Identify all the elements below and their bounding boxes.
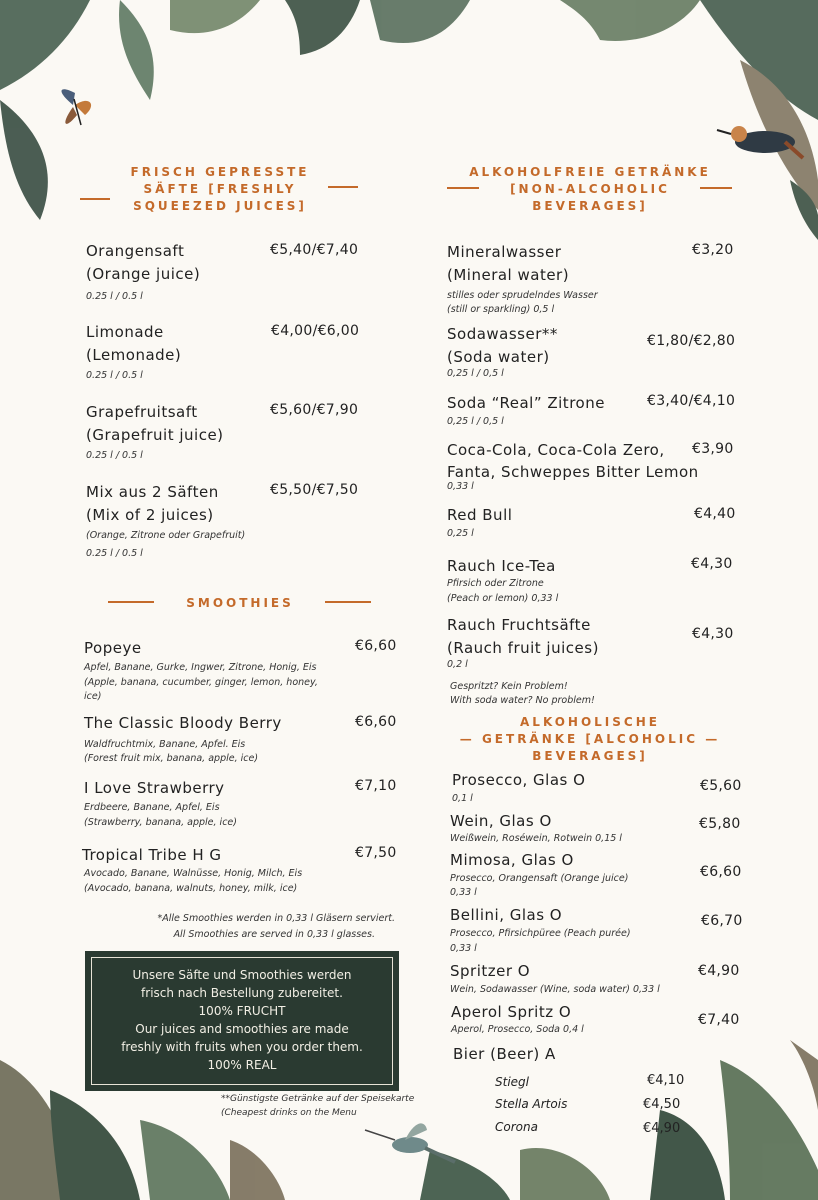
- softdrinks-note: With soda water? No problem!: [450, 695, 595, 706]
- footnote: **Günstigste Getränke auf der Speisekarte: [221, 1094, 415, 1104]
- drink-price: €7,40: [698, 1012, 740, 1028]
- juice-price: €5,50/€7,50: [270, 482, 359, 498]
- beer-price: €4,10: [647, 1073, 685, 1088]
- juice-name: Limonade: [86, 323, 164, 341]
- juice-name: Orangensaft: [86, 242, 185, 260]
- box-line: 100% REAL: [207, 1058, 277, 1072]
- drink-name: Wein, Glas O: [450, 812, 552, 830]
- heading-rule-left: [80, 198, 110, 200]
- drink-name: Prosecco, Glas O: [452, 771, 586, 789]
- beer-price: €4,90: [643, 1121, 681, 1136]
- heading-rule-right: [328, 186, 358, 188]
- box-line: Our juices and smoothies are made: [135, 1022, 349, 1036]
- drink-name: Rauch Fruchtsäfte: [447, 616, 591, 634]
- smoothies-heading: SMOOTHIES: [186, 596, 294, 610]
- smoothies-note: All Smoothies are served in 0,33 l glasses.: [173, 929, 375, 940]
- smoothie-desc: Waldfruchtmix, Banane, Apfel. Eis: [84, 739, 246, 750]
- drink-name: Bellini, Glas O: [450, 906, 563, 924]
- drink-price: €6,70: [701, 913, 743, 929]
- drink-price: €5,80: [699, 816, 741, 832]
- drink-desc: 0,25 l / 0,5 l: [447, 368, 504, 379]
- juice-desc: 0.25 l / 0.5 l: [86, 548, 143, 559]
- drink-name: Sodawasser**: [447, 325, 558, 343]
- smoothie-price: €6,60: [355, 638, 397, 654]
- drink-price: €4,30: [691, 556, 733, 572]
- smoothie-desc: Avocado, Banane, Walnüsse, Honig, Milch, Eis: [84, 868, 303, 879]
- juice-desc: 0.25 l / 0.5 l: [86, 291, 143, 302]
- drink-name-en: (Soda water): [447, 348, 550, 366]
- drink-price: €1,80/€2,80: [647, 333, 736, 349]
- drink-desc: 0,33 l: [450, 887, 477, 898]
- drink-name: Mimosa, Glas O: [450, 851, 574, 869]
- heading-rule-left: [108, 601, 154, 603]
- drink-desc: Wein, Sodawasser (Wine, soda water) 0,33 l: [450, 984, 660, 995]
- drink-desc: Weißwein, Roséwein, Rotwein 0,15 l: [450, 833, 622, 844]
- box-line: Unsere Säfte und Smoothies werden: [132, 968, 352, 982]
- drink-price: €6,60: [700, 864, 742, 880]
- butterfly-icon: [61, 89, 91, 125]
- smoothies-note: *Alle Smoothies werden in 0,33 l Gläsern serviert.: [157, 913, 395, 924]
- beer-price: €4,50: [643, 1097, 681, 1112]
- drink-desc: 0,25 l / 0,5 l: [447, 416, 504, 427]
- box-line: freshly with fruits when you order them.: [121, 1040, 363, 1054]
- drink-price: €4,30: [692, 626, 734, 642]
- drink-name-en: Fanta, Schweppes Bitter Lemon: [447, 463, 699, 481]
- smoothie-name: I Love Strawberry: [84, 779, 225, 797]
- beer-name: Stella Artois: [495, 1097, 568, 1111]
- drink-desc: (Peach or lemon) 0,33 l: [447, 593, 559, 604]
- drink-desc: Prosecco, Orangensaft (Orange juice): [450, 873, 629, 884]
- drink-name: Coca-Cola, Coca-Cola Zero,: [447, 441, 665, 459]
- smoothie-price: €7,10: [355, 778, 397, 794]
- smoothie-desc: Erdbeere, Banane, Apfel, Eis: [84, 802, 220, 813]
- box-line: 100% FRUCHT: [198, 1004, 286, 1018]
- hummingbird-icon: [365, 1123, 455, 1162]
- smoothie-desc: ice): [84, 691, 102, 702]
- smoothie-desc: (Forest fruit mix, banana, apple, ice): [84, 753, 259, 764]
- drink-price: €3,90: [692, 441, 734, 457]
- softdrinks-note: Gespritzt? Kein Problem!: [450, 681, 568, 692]
- drink-name: Spritzer O: [450, 962, 531, 980]
- drink-desc: 0,1 l: [452, 793, 473, 804]
- smoothie-desc: Apfel, Banane, Gurke, Ingwer, Zitrone, Honig, Eis: [84, 662, 317, 673]
- juice-name: Grapefruitsaft: [86, 403, 198, 421]
- drink-name-en: (Mineral water): [447, 266, 570, 284]
- alcoholic-heading-line: — GETRÄNKE [ALCOHOLIC —: [459, 732, 721, 746]
- drink-desc: 0,25 l: [447, 528, 474, 539]
- juice-name-en: (Orange juice): [86, 265, 201, 283]
- juice-desc: 0.25 l / 0.5 l: [86, 450, 143, 461]
- drink-desc: stilles oder sprudelndes Wasser: [447, 290, 598, 301]
- heading-rule-right: [700, 187, 732, 189]
- smoothie-price: €6,60: [355, 714, 397, 730]
- drink-name: Soda “Real” Zitrone: [447, 394, 605, 412]
- juice-desc: (Orange, Zitrone oder Grapefruit): [86, 530, 246, 541]
- softdrinks-heading: ALKOHOLFREIE GETRÄNKE [NON-ALCOHOLIC BEVERAGES]: [469, 165, 711, 213]
- juice-name-en: (Grapefruit juice): [86, 426, 224, 444]
- drink-price: €3,20: [692, 242, 734, 258]
- alcoholic-heading: [440, 714, 740, 765]
- smoothie-desc: (Apple, banana, cucumber, ginger, lemon, honey,: [84, 677, 318, 688]
- drink-desc: 0,33 l: [447, 481, 474, 492]
- juice-name-en: (Lemonade): [86, 346, 182, 364]
- drink-price: €4,40: [694, 506, 736, 522]
- drink-price: €3,40/€4,10: [647, 393, 736, 409]
- smoothie-desc: (Avocado, banana, walnuts, honey, milk, ice): [84, 883, 298, 894]
- drink-desc: 0,2 l: [447, 659, 468, 670]
- drink-name: Aperol Spritz O: [451, 1003, 572, 1021]
- beer-name: Corona: [495, 1120, 538, 1134]
- footnote: (Cheapest drinks on the Menu: [221, 1108, 357, 1118]
- drink-name: Red Bull: [447, 506, 513, 524]
- drink-price: €5,60: [700, 778, 742, 794]
- drink-desc: 0,33 l: [450, 943, 477, 954]
- juice-name: Mix aus 2 Säften: [86, 483, 219, 501]
- smoothie-price: €7,50: [355, 845, 397, 861]
- juice-price: €5,60/€7,90: [270, 402, 359, 418]
- drink-name-en: (Rauch fruit juices): [447, 639, 599, 657]
- drink-name: Mineralwasser: [447, 243, 562, 261]
- drink-desc: Aperol, Prosecco, Soda 0,4 l: [451, 1024, 584, 1035]
- drink-desc: Pfirsich oder Zitrone: [447, 578, 544, 589]
- drink-name: Rauch Ice-Tea: [447, 557, 556, 575]
- beer-name: Stiegl: [495, 1075, 529, 1089]
- juice-price: €5,40/€7,40: [270, 242, 359, 258]
- smoothie-desc: (Strawberry, banana, apple, ice): [84, 817, 237, 828]
- fresh-fruit-box: [85, 951, 399, 1091]
- drink-desc: (still or sparkling) 0,5 l: [447, 304, 555, 315]
- smoothie-name: The Classic Bloody Berry: [84, 714, 282, 732]
- juice-price: €4,00/€6,00: [271, 323, 360, 339]
- juice-name-en: (Mix of 2 juices): [86, 506, 214, 524]
- drink-price: €4,90: [698, 963, 740, 979]
- alcoholic-heading-line: ALKOHOLISCHE: [520, 715, 660, 729]
- alcoholic-heading-line: BEVERAGES]: [532, 749, 648, 763]
- drink-desc: Prosecco, Pfirsichpüree (Peach purée): [450, 928, 631, 939]
- juices-heading: FRISCH GEPRESSTE SÄFTE [FRESHLY SQUEEZED JUICES]: [130, 165, 310, 213]
- smoothie-name: Tropical Tribe H G: [82, 846, 222, 864]
- box-line: frisch nach Bestellung zubereitet.: [141, 986, 343, 1000]
- heading-rule-right: [325, 601, 371, 603]
- beer-heading: Bier (Beer) A: [453, 1045, 556, 1063]
- juice-desc: 0.25 l / 0.5 l: [86, 370, 143, 381]
- smoothie-name: Popeye: [84, 639, 142, 657]
